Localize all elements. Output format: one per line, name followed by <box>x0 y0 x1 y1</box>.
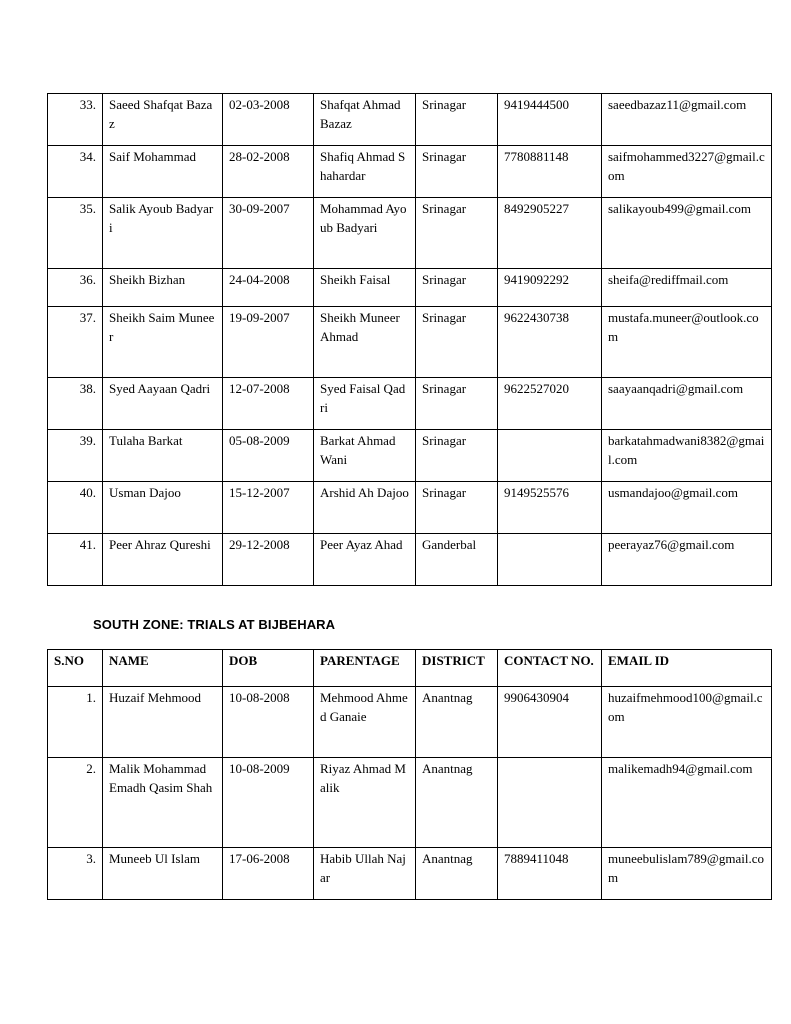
district-header: DISTRICT <box>416 650 498 687</box>
name-header: NAME <box>103 650 223 687</box>
district-cell: Anantnag <box>416 758 498 848</box>
parentage-cell: Mehmood Ahmed Ganaie <box>314 687 416 758</box>
dob-cell: 24-04-2008 <box>223 269 314 307</box>
district-cell: Srinagar <box>416 430 498 482</box>
contact-cell: 9149525576 <box>498 482 602 534</box>
district-cell: Anantnag <box>416 687 498 758</box>
header-row <box>48 650 772 687</box>
table-row <box>48 687 772 758</box>
contact-cell: 7780881148 <box>498 146 602 198</box>
name-cell: Saeed Shafqat Bazaz <box>103 94 223 146</box>
dob-header: DOB <box>223 650 314 687</box>
parentage-cell: Mohammad Ayoub Badyari <box>314 198 416 269</box>
sno-cell: 38. <box>48 378 103 430</box>
north-zone-table <box>47 93 772 586</box>
email-cell: saayaanqadri@gmail.com <box>602 378 772 430</box>
table-row <box>48 94 772 146</box>
dob-cell: 28-02-2008 <box>223 146 314 198</box>
sno-cell: 41. <box>48 534 103 586</box>
sno-cell: 34. <box>48 146 103 198</box>
dob-cell: 02-03-2008 <box>223 94 314 146</box>
table-row <box>48 146 772 198</box>
parentage-cell: Peer Ayaz Ahad <box>314 534 416 586</box>
name-cell: Sheikh Bizhan <box>103 269 223 307</box>
parentage-cell: Sheikh Muneer Ahmad <box>314 307 416 378</box>
email-cell: saeedbazaz11@gmail.com <box>602 94 772 146</box>
table-row <box>48 534 772 586</box>
parentage-cell: Riyaz Ahmad Malik <box>314 758 416 848</box>
sno-cell: 39. <box>48 430 103 482</box>
email-cell: sheifa@rediffmail.com <box>602 269 772 307</box>
parentage-cell: Shafqat Ahmad Bazaz <box>314 94 416 146</box>
contact-cell: 9419092292 <box>498 269 602 307</box>
email-cell: salikayoub499@gmail.com <box>602 198 772 269</box>
contact-cell: 8492905227 <box>498 198 602 269</box>
email-cell: peerayaz76@gmail.com <box>602 534 772 586</box>
table-row <box>48 269 772 307</box>
email-cell: saifmohammed3227@gmail.com <box>602 146 772 198</box>
parentage-cell: Habib Ullah Najar <box>314 848 416 900</box>
south-zone-table <box>47 649 772 900</box>
contact-cell <box>498 534 602 586</box>
contact-header: CONTACT NO. <box>498 650 602 687</box>
email-header: EMAIL ID <box>602 650 772 687</box>
sno-cell: 33. <box>48 94 103 146</box>
contact-cell: 9622430738 <box>498 307 602 378</box>
district-cell: Srinagar <box>416 482 498 534</box>
dob-cell: 10-08-2008 <box>223 687 314 758</box>
sno-header: S.NO <box>48 650 103 687</box>
name-cell: Salik Ayoub Badyari <box>103 198 223 269</box>
dob-cell: 17-06-2008 <box>223 848 314 900</box>
parentage-cell: Syed Faisal Qadri <box>314 378 416 430</box>
dob-cell: 05-08-2009 <box>223 430 314 482</box>
dob-cell: 12-07-2008 <box>223 378 314 430</box>
contact-cell: 9906430904 <box>498 687 602 758</box>
south-zone-heading: SOUTH ZONE: TRIALS AT BIJBEHARA <box>93 617 336 632</box>
name-cell: Tulaha Barkat <box>103 430 223 482</box>
name-cell: Huzaif Mehmood <box>103 687 223 758</box>
email-cell: huzaifmehmood100@gmail.com <box>602 687 772 758</box>
parentage-cell: Barkat Ahmad Wani <box>314 430 416 482</box>
table-row <box>48 758 772 848</box>
email-cell: mustafa.muneer@outlook.com <box>602 307 772 378</box>
parentage-cell: Arshid Ah Dajoo <box>314 482 416 534</box>
parentage-header: PARENTAGE <box>314 650 416 687</box>
sno-cell: 2. <box>48 758 103 848</box>
name-cell: Malik Mohammad Emadh Qasim Shah <box>103 758 223 848</box>
contact-cell: 9419444500 <box>498 94 602 146</box>
table-row <box>48 198 772 269</box>
table-row <box>48 848 772 900</box>
district-cell: Srinagar <box>416 94 498 146</box>
district-cell: Srinagar <box>416 307 498 378</box>
sno-cell: 35. <box>48 198 103 269</box>
name-cell: Muneeb Ul Islam <box>103 848 223 900</box>
email-cell: muneebulislam789@gmail.com <box>602 848 772 900</box>
dob-cell: 15-12-2007 <box>223 482 314 534</box>
dob-cell: 10-08-2009 <box>223 758 314 848</box>
sno-cell: 37. <box>48 307 103 378</box>
name-cell: Syed Aayaan Qadri <box>103 378 223 430</box>
email-cell: usmandajoo@gmail.com <box>602 482 772 534</box>
name-cell: Sheikh Saim Muneer <box>103 307 223 378</box>
table-row <box>48 482 772 534</box>
contact-cell <box>498 758 602 848</box>
name-cell: Usman Dajoo <box>103 482 223 534</box>
contact-cell: 9622527020 <box>498 378 602 430</box>
name-cell: Saif Mohammad <box>103 146 223 198</box>
district-cell: Srinagar <box>416 378 498 430</box>
email-cell: barkatahmadwani8382@gmail.com <box>602 430 772 482</box>
table-row <box>48 378 772 430</box>
table-row <box>48 307 772 378</box>
district-cell: Anantnag <box>416 848 498 900</box>
email-cell: malikemadh94@gmail.com <box>602 758 772 848</box>
sno-cell: 36. <box>48 269 103 307</box>
contact-cell <box>498 430 602 482</box>
sno-cell: 1. <box>48 687 103 758</box>
dob-cell: 19-09-2007 <box>223 307 314 378</box>
table-row <box>48 430 772 482</box>
district-cell: Ganderbal <box>416 534 498 586</box>
district-cell: Srinagar <box>416 269 498 307</box>
district-cell: Srinagar <box>416 146 498 198</box>
dob-cell: 30-09-2007 <box>223 198 314 269</box>
parentage-cell: Sheikh Faisal <box>314 269 416 307</box>
sno-cell: 3. <box>48 848 103 900</box>
parentage-cell: Shafiq Ahmad Shahardar <box>314 146 416 198</box>
sno-cell: 40. <box>48 482 103 534</box>
name-cell: Peer Ahraz Qureshi <box>103 534 223 586</box>
contact-cell: 7889411048 <box>498 848 602 900</box>
dob-cell: 29-12-2008 <box>223 534 314 586</box>
district-cell: Srinagar <box>416 198 498 269</box>
